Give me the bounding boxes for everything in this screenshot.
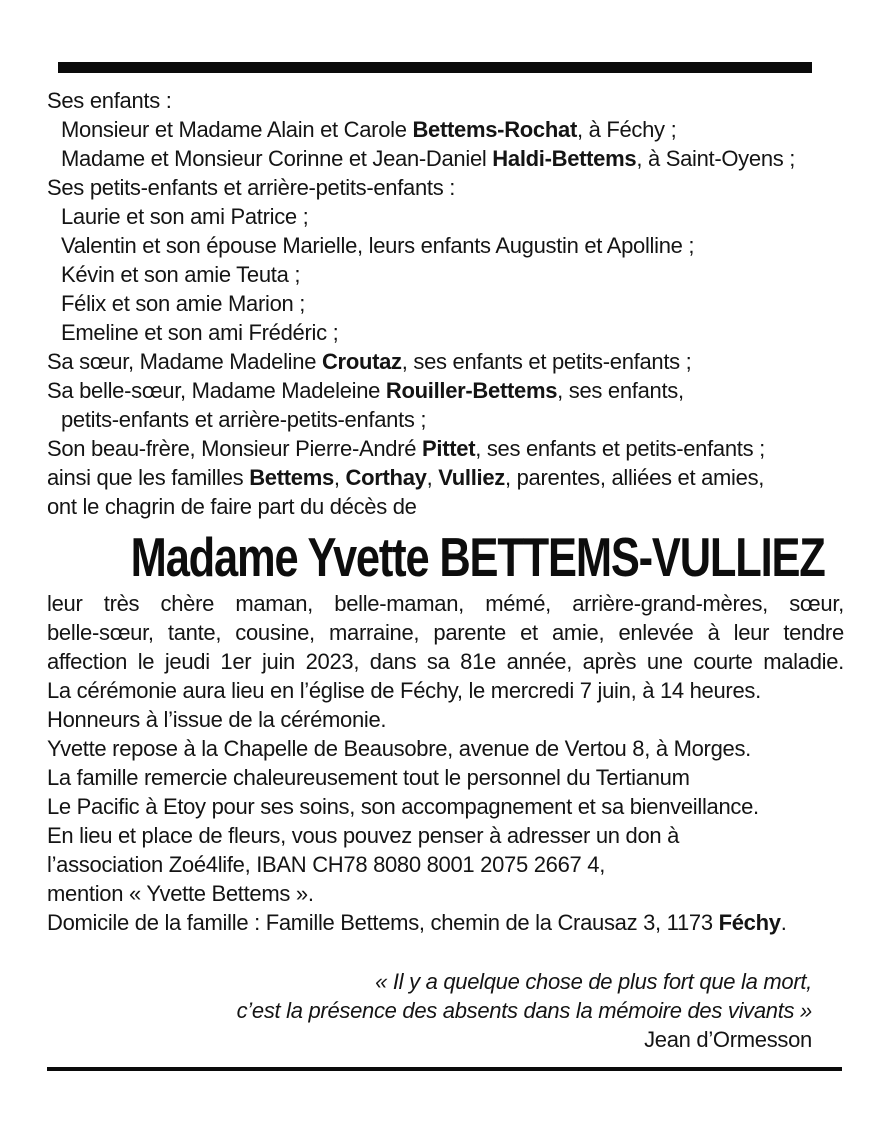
text-segment: Son beau-frère, Monsieur Pierre-André: [47, 436, 423, 461]
family-announcement-list: [47, 86, 844, 521]
word: affection: [47, 649, 128, 674]
text-line: [47, 231, 844, 260]
word: marraine,: [329, 620, 420, 645]
text-line: [47, 86, 844, 115]
text-segment: Kévin et son amie Teuta ;: [61, 262, 301, 287]
deceased-name-title: Madame Yvette BETTEMS-VULLIEZ: [130, 526, 825, 588]
word: maman,: [235, 591, 313, 616]
text-segment: Le Pacific à Etoy pour ses soins, son accompagnement et sa bienveillance.: [47, 794, 759, 819]
word: enlevée: [618, 620, 694, 645]
emphasized-family-name: Féchy: [718, 910, 781, 935]
text-line: [47, 676, 844, 705]
word: le: [137, 649, 155, 674]
text-segment: , ses enfants,: [557, 378, 684, 403]
text-line: [47, 879, 844, 908]
text-segment: ont le chagrin de faire part du décès de: [47, 494, 417, 519]
word: belle-maman,: [334, 591, 464, 616]
word: après: [582, 649, 637, 674]
emphasized-family-name: Bettems: [249, 465, 334, 490]
text-segment: , à Féchy ;: [576, 117, 677, 142]
word: une: [646, 649, 683, 674]
text-line: [47, 405, 844, 434]
emphasized-family-name: Haldi-Bettems: [492, 146, 637, 171]
word: juin: [261, 649, 295, 674]
text-line: [47, 734, 844, 763]
word: sa: [426, 649, 450, 674]
word: leur: [733, 620, 770, 645]
text-line: [47, 589, 844, 618]
word: amie,: [551, 620, 605, 645]
text-segment: , ses enfants et petits-enfants ;: [401, 349, 692, 374]
text-segment: l’association Zoé4life, IBAN CH78 8080 8001 2075 2667 4,: [47, 852, 606, 877]
memorial-quote: [47, 967, 844, 1054]
text-line: [47, 763, 844, 792]
text-segment: , à Saint-Oyens ;: [636, 146, 796, 171]
text-segment: Sa belle-sœur, Madame Madeleine: [47, 378, 386, 403]
word: belle-sœur,: [47, 620, 154, 645]
text-segment: petits-enfants et arrière-petits-enfants ;: [61, 407, 427, 432]
word: cousine,: [235, 620, 315, 645]
word: parente: [433, 620, 506, 645]
word: 1er: [220, 649, 252, 674]
text-line: [47, 289, 844, 318]
text-segment: La famille remercie chaleureusement tout le personnel du Tertianum: [47, 765, 690, 790]
text-segment: ,: [333, 465, 346, 490]
word: jeudi: [164, 649, 210, 674]
text-line: [47, 908, 844, 937]
word: année,: [506, 649, 573, 674]
text-segment: , parentes, alliées et amies,: [504, 465, 765, 490]
announcement-body: [47, 589, 844, 937]
text-line: [47, 318, 844, 347]
text-line: [47, 705, 844, 734]
text-segment: Ses enfants :: [47, 88, 172, 113]
text-segment: La cérémonie aura lieu en l’église de Féchy, le mercredi 7 juin, à 14 heures.: [47, 678, 761, 703]
text-segment: Madame et Monsieur Corinne et Jean-Daniel: [61, 146, 493, 171]
text-line: [47, 434, 844, 463]
emphasized-family-name: Vulliez: [438, 465, 505, 490]
word: arrière-grand-mères,: [572, 591, 768, 616]
text-segment: Valentin et son épouse Marielle, leurs enfants Augustin et Apolline ;: [61, 233, 695, 258]
text-line: [47, 821, 844, 850]
word: maladie.: [763, 649, 844, 674]
text-line: [47, 463, 844, 492]
text-segment: Yvette repose à la Chapelle de Beausobre, avenue de Vertou 8, à Morges.: [47, 736, 751, 761]
text-segment: Honneurs à l’issue de la cérémonie.: [47, 707, 387, 732]
text-line: [47, 115, 844, 144]
text-segment: , ses enfants et petits-enfants ;: [475, 436, 765, 461]
text-line: [47, 347, 844, 376]
text-segment: Domicile de la famille : Famille Bettems, chemin de la Crausaz 3, 1173: [47, 910, 719, 935]
text-segment: .: [780, 910, 787, 935]
text-segment: Monsieur et Madame Alain et Carole: [61, 117, 413, 142]
emphasized-family-name: Pittet: [422, 436, 476, 461]
text-line: [47, 618, 844, 647]
text-line: [47, 850, 844, 879]
text-line: [47, 792, 844, 821]
text-segment: mention « Yvette Bettems ».: [47, 881, 314, 906]
text-line: [47, 260, 844, 289]
text-segment: ,: [426, 465, 439, 490]
text-segment: Ses petits-enfants et arrière-petits-enfants :: [47, 175, 456, 200]
text-line: [47, 144, 844, 173]
word: dans: [369, 649, 417, 674]
text-segment: Félix et son amie Marion ;: [61, 291, 306, 316]
word: tante,: [167, 620, 222, 645]
emphasized-family-name: Bettems-Rochat: [412, 117, 577, 142]
word: 2023,: [305, 649, 360, 674]
emphasized-family-name: Rouiller-Bettems: [385, 378, 558, 403]
text-segment: ainsi que les familles: [47, 465, 250, 490]
text-segment: Laurie et son ami Patrice ;: [61, 204, 309, 229]
top-divider-bar: [58, 62, 812, 73]
quote-author: Jean d’Ormesson: [644, 1027, 812, 1052]
word: mémé,: [485, 591, 551, 616]
emphasized-family-name: Corthay: [345, 465, 427, 490]
text-segment: En lieu et place de fleurs, vous pouvez penser à adresser un don à: [47, 823, 680, 848]
text-segment: Emeline et son ami Frédéric ;: [61, 320, 339, 345]
text-line: [47, 376, 844, 405]
quote-line-2: c’est la présence des absents dans la mémoire des vivants »: [236, 998, 812, 1023]
word: et: [520, 620, 538, 645]
word: très: [103, 591, 140, 616]
word: courte: [693, 649, 753, 674]
word: à: [707, 620, 720, 645]
emphasized-family-name: Croutaz: [321, 349, 402, 374]
text-line: [47, 647, 844, 676]
word: leur: [47, 591, 83, 616]
word: tendre: [783, 620, 844, 645]
text-line: [47, 202, 844, 231]
word: sœur,: [789, 591, 844, 616]
word: chère: [160, 591, 215, 616]
bottom-divider-line: [47, 1067, 842, 1071]
word: 81e: [460, 649, 496, 674]
quote-line-1: « Il y a quelque chose de plus fort que la mort,: [375, 969, 812, 994]
text-line: [47, 492, 844, 521]
text-segment: Sa sœur, Madame Madeline: [47, 349, 322, 374]
text-line: [47, 173, 844, 202]
